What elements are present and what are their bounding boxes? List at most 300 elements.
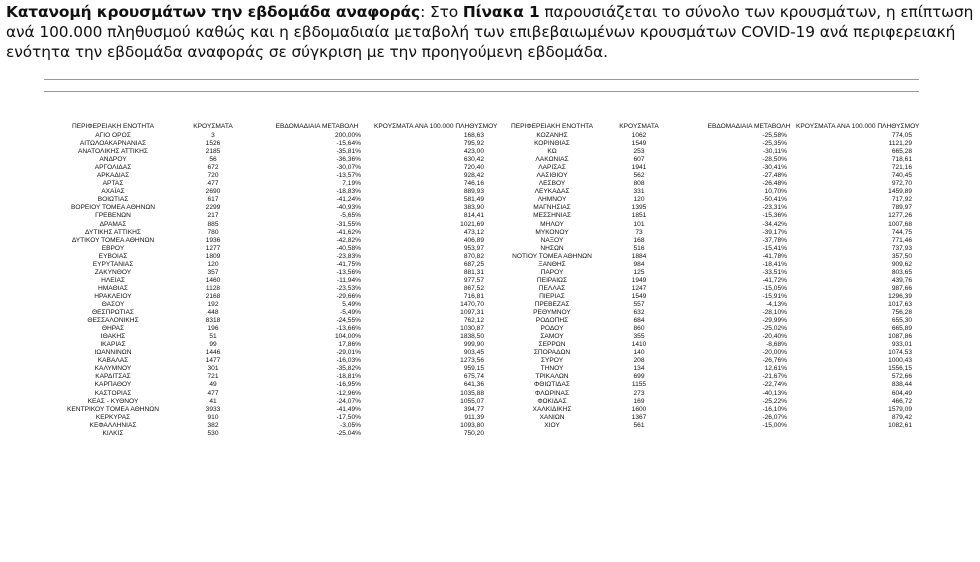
left-cell-unit: ΑΡΚΑΔΙΑΣ [96, 172, 130, 180]
right-cell-per100k: 665,89 [891, 325, 912, 333]
right-cell-per100k: 665,28 [891, 148, 912, 156]
right-cell-change: -21,67% [762, 373, 787, 381]
left-cell-cases: 910 [207, 413, 219, 421]
right-cell-cases: 1155 [631, 381, 647, 389]
table-row [44, 140, 919, 148]
right-header-change: ΕΒΔΟΜΑΔΙΑΙΑ ΜΕΤΑΒΟΛΗ [707, 123, 791, 130]
right-cell-per100k: 756,28 [891, 309, 912, 317]
table-row [44, 196, 919, 204]
right-cell-change: -41,78% [762, 252, 787, 260]
left-header-cases: ΚΡΟΥΣΜΑΤΑ [193, 123, 233, 130]
left-cell-cases: 41 [209, 397, 217, 405]
top-divider [44, 79, 919, 80]
right-cell-unit: ΣΠΟΡΑΔΩΝ [533, 349, 571, 357]
left-cell-unit: ΔΥΤΙΚΟΥ ΤΟΜΕΑ ΑΘΗΝΩΝ [71, 236, 155, 244]
right-cell-unit: ΦΩΚΙΔΑΣ [537, 397, 567, 405]
right-cell-unit: ΠΡΕΒΕΖΑΣ [534, 300, 570, 308]
left-cell-per100k: 168,63 [463, 132, 484, 139]
right-cell-change: -25,02% [762, 325, 787, 333]
left-cell-per100k: 675,74 [463, 373, 484, 381]
left-cell-change: -29,01% [336, 349, 361, 357]
right-cell-unit: ΡΕΘΥΜΝΟΥ [533, 309, 571, 317]
left-cell-cases: 1277 [205, 244, 221, 252]
left-cell-cases: 56 [209, 156, 217, 164]
left-cell-unit: ΑΡΤΑΣ [102, 180, 124, 188]
left-cell-unit: ΙΩΑΝΝΙΝΩΝ [94, 349, 132, 357]
right-cell-change: -37,78% [762, 236, 787, 244]
right-cell-change: -41,72% [762, 276, 787, 284]
right-header-per100k: ΚΡΟΥΣΜΑΤΑ ΑΝΑ 100.000 ΠΛΗΘΥΣΜΟΥ [796, 123, 920, 130]
table-row [44, 390, 919, 398]
left-cell-cases: 1460 [205, 276, 221, 284]
left-cell-unit: ΚΕΑΣ - ΚΥΘΝΟΥ [87, 397, 139, 405]
right-cell-change: -34,42% [762, 220, 787, 228]
right-cell-cases: 355 [633, 333, 645, 341]
left-cell-cases: 885 [207, 220, 219, 228]
right-cell-unit: ΠΕΙΡΑΙΩΣ [536, 276, 568, 284]
left-cell-change: -17,50% [336, 413, 361, 421]
right-cell-unit: ΣΥΡΟΥ [540, 357, 564, 365]
table-row [44, 414, 919, 422]
left-cell-unit: ΗΜΑΘΙΑΣ [98, 284, 128, 292]
left-cell-cases: 672 [207, 164, 219, 172]
table-row [44, 172, 919, 180]
left-cell-unit: ΒΟΡΕΙΟΥ ΤΟΜΕΑ ΑΘΗΝΩΝ [70, 204, 156, 212]
right-cell-cases: 1600 [631, 405, 647, 413]
cases-table [44, 123, 919, 438]
table-row [44, 422, 919, 430]
left-cell-cases: 1128 [205, 284, 221, 292]
left-cell-unit: ΚΑΛΥΜΝΟΥ [94, 365, 132, 373]
left-cell-per100k: 1470,70 [460, 300, 484, 308]
left-cell-cases: 382 [207, 421, 219, 429]
right-cell-change: -20,40% [762, 333, 787, 341]
left-cell-per100k: 473,12 [463, 228, 484, 236]
left-cell-unit: ΘΗΡΑΣ [101, 325, 125, 333]
left-cell-per100k: 889,93 [463, 188, 484, 196]
left-cell-change: -23,53% [336, 284, 361, 292]
right-cell-change: -18,41% [762, 260, 787, 268]
right-cell-change: -25,58% [762, 132, 787, 139]
right-cell-change: -28,50% [762, 156, 787, 164]
right-cell-per100k: 838,44 [891, 381, 912, 389]
left-cell-change: 5,49% [342, 300, 361, 308]
left-cell-per100k: 903,45 [463, 349, 484, 357]
left-cell-cases: 120 [207, 260, 219, 268]
left-cell-per100k: 795,92 [463, 140, 484, 148]
right-cell-change: -23,31% [762, 204, 787, 212]
left-cell-cases: 2690 [205, 188, 221, 196]
left-cell-unit: ΚΕΦΑΛΛΗΝΙΑΣ [89, 421, 137, 429]
table-row [44, 204, 919, 212]
right-cell-cases: 699 [633, 373, 645, 381]
right-cell-unit: ΠΙΕΡΙΑΣ [539, 292, 565, 300]
right-cell-unit: ΛΕΥΚΑΔΑΣ [534, 188, 570, 196]
left-cell-unit: ΙΘΑΚΗΣ [100, 333, 126, 341]
right-cell-cases: 1549 [631, 292, 647, 300]
left-cell-change: -42,82% [336, 236, 361, 244]
left-cell-cases: 2299 [205, 204, 221, 212]
right-cell-change: -4,13% [766, 300, 787, 308]
left-cell-unit: ΚΕΡΚΥΡΑΣ [95, 413, 131, 421]
left-cell-cases: 1446 [205, 349, 221, 357]
table-row [44, 221, 919, 229]
right-cell-cases: 557 [633, 300, 645, 308]
left-cell-unit: ΑΝΔΡΟΥ [99, 156, 127, 164]
right-cell-cases: 1851 [631, 212, 647, 220]
left-cell-cases: 530 [207, 429, 219, 437]
intro-table-ref: Πίνακα 1 [462, 3, 540, 21]
right-cell-cases: 632 [633, 309, 645, 317]
left-cell-change: -13,57% [336, 172, 361, 180]
table-row [44, 373, 919, 381]
left-cell-unit: ΚΑΣΤΟΡΙΑΣ [94, 389, 132, 397]
left-cell-cases: 3933 [205, 405, 221, 413]
right-cell-cases: 1247 [631, 284, 647, 292]
right-cell-per100k: 744,75 [891, 228, 912, 236]
right-cell-change: 12,61% [764, 365, 787, 373]
table-row [44, 333, 919, 341]
left-cell-unit: ΗΛΕΙΑΣ [101, 276, 125, 284]
right-cell-per100k: 655,30 [891, 317, 912, 325]
table-header-row [44, 123, 919, 132]
table-row [44, 132, 919, 140]
left-cell-change: -18,83% [336, 188, 361, 196]
right-cell-unit: ΤΡΙΚΑΛΩΝ [535, 373, 569, 381]
right-cell-per100k: 1296,39 [888, 292, 912, 300]
right-cell-cases: 516 [633, 244, 645, 252]
left-cell-change: -25,04% [336, 429, 361, 437]
left-cell-change: -35,81% [336, 148, 361, 156]
right-cell-change: -8,68% [766, 341, 787, 349]
left-cell-cases: 8318 [205, 317, 221, 325]
right-cell-unit: ΝΗΣΩΝ [540, 244, 564, 252]
left-cell-unit: ΚΕΝΤΡΙΚΟΥ ΤΟΜΕΑ ΑΘΗΝΩΝ [67, 405, 159, 413]
right-cell-cases: 607 [633, 156, 645, 164]
left-cell-change: -23,83% [336, 252, 361, 260]
left-cell-per100k: 953,97 [463, 244, 484, 252]
right-cell-cases: 1941 [631, 164, 647, 172]
left-cell-per100k: 1055,07 [460, 397, 484, 405]
right-cell-change: -20,00% [762, 349, 787, 357]
table-body [44, 132, 919, 438]
left-cell-per100k: 630,42 [463, 156, 484, 164]
right-cell-per100k: 909,62 [891, 260, 912, 268]
right-cell-per100k: 1074,53 [888, 349, 912, 357]
left-cell-cases: 1526 [205, 140, 221, 148]
left-cell-unit: ΖΑΚΥΝΘΟΥ [94, 268, 132, 276]
right-cell-unit: ΛΑΣΙΘΙΟΥ [536, 172, 568, 180]
left-cell-per100k: 746,16 [463, 180, 484, 188]
right-cell-per100k: 771,46 [891, 236, 912, 244]
table-row [44, 430, 919, 438]
table-row [44, 253, 919, 261]
left-cell-cases: 99 [209, 341, 217, 349]
right-cell-change: -16,10% [762, 405, 787, 413]
table-row [44, 245, 919, 253]
left-cell-per100k: 394,77 [463, 405, 484, 413]
right-cell-per100k: 1000,43 [888, 357, 912, 365]
right-cell-cases: 120 [633, 196, 645, 204]
left-cell-unit: ΔΥΤΙΚΗΣ ΑΤΤΙΚΗΣ [85, 228, 141, 236]
left-cell-per100k: 911,39 [464, 413, 484, 421]
table-row [44, 212, 919, 220]
left-cell-change: -29,66% [336, 292, 361, 300]
right-cell-change: -15,00% [762, 421, 787, 429]
table-row [44, 229, 919, 237]
right-cell-per100k: 789,97 [891, 204, 912, 212]
right-cell-unit: ΜΥΚΟΝΟΥ [535, 228, 569, 236]
left-cell-cases: 3 [211, 132, 215, 139]
left-cell-change: -40,58% [336, 244, 361, 252]
left-cell-cases: 1936 [205, 236, 221, 244]
left-cell-change: 200,00% [334, 132, 361, 139]
left-cell-per100k: 959,15 [463, 365, 484, 373]
table-row [44, 156, 919, 164]
left-cell-change: -40,93% [336, 204, 361, 212]
left-cell-cases: 217 [207, 212, 219, 220]
right-cell-per100k: 572,66 [891, 373, 912, 381]
left-cell-per100k: 581,49 [463, 196, 484, 204]
right-cell-per100k: 1277,26 [888, 212, 912, 220]
table-row [44, 317, 919, 325]
right-cell-per100k: 803,65 [891, 268, 912, 276]
left-cell-unit: ΚΙΛΚΙΣ [102, 429, 124, 437]
left-cell-change: -41,62% [336, 228, 361, 236]
left-cell-per100k: 406,89 [463, 236, 484, 244]
left-cell-change: -41,24% [336, 196, 361, 204]
table-row [44, 341, 919, 349]
left-cell-unit: ΘΑΣΟΥ [101, 300, 125, 308]
right-cell-per100k: 604,49 [891, 389, 912, 397]
right-cell-change: -40,13% [762, 389, 787, 397]
right-cell-unit: ΝΟΤΙΟΥ ΤΟΜΕΑ ΑΘΗΝΩΝ [512, 252, 592, 260]
right-cell-change: -15,91% [762, 292, 787, 300]
left-cell-per100k: 1021,69 [460, 220, 484, 228]
right-cell-unit: ΧΑΛΚΙΔΙΚΗΣ [532, 405, 572, 413]
right-cell-cases: 101 [633, 220, 645, 228]
left-cell-unit: ΘΕΣΠΡΩΤΙΑΣ [91, 309, 135, 317]
left-cell-cases: 477 [207, 389, 219, 397]
left-cell-unit: ΓΡΕΒΕΝΩΝ [95, 212, 131, 220]
left-cell-per100k: 928,42 [463, 172, 484, 180]
right-cell-unit: ΛΕΣΒΟΥ [538, 180, 566, 188]
right-cell-per100k: 933,01 [891, 341, 912, 349]
right-cell-per100k: 987,66 [891, 284, 912, 292]
left-cell-cases: 192 [207, 300, 219, 308]
left-cell-change: -35,82% [336, 365, 361, 373]
right-cell-change: -26,07% [762, 413, 787, 421]
left-cell-cases: 721 [207, 373, 219, 381]
right-cell-per100k: 439,76 [891, 276, 912, 284]
right-cell-change: -25,22% [762, 397, 787, 405]
right-cell-change: -39,17% [762, 228, 787, 236]
left-cell-per100k: 870,82 [463, 252, 484, 260]
left-cell-cases: 357 [207, 268, 219, 276]
left-cell-unit: ΕΥΡΥΤΑΝΙΑΣ [92, 260, 134, 268]
left-cell-change: -31,55% [336, 220, 361, 228]
right-cell-cases: 860 [633, 325, 645, 333]
left-cell-per100k: 1838,50 [460, 333, 484, 341]
left-cell-change: 17,86% [338, 341, 361, 349]
right-cell-cases: 1549 [631, 140, 647, 148]
right-cell-change: -50,41% [762, 196, 787, 204]
right-cell-per100k: 357,50 [891, 252, 912, 260]
right-cell-per100k: 1556,15 [888, 365, 912, 373]
left-cell-change: -11,94% [336, 276, 361, 284]
right-cell-per100k: 717,92 [891, 196, 912, 204]
right-cell-unit: ΚΩ [547, 148, 557, 156]
right-cell-unit: ΚΟΡΙΝΘΙΑΣ [534, 140, 570, 148]
table-row [44, 325, 919, 333]
left-cell-per100k: 814,41 [463, 212, 484, 220]
right-cell-unit: ΞΑΝΘΗΣ [538, 260, 566, 268]
left-cell-change: -5,65% [340, 212, 361, 220]
left-cell-change: -12,96% [336, 389, 361, 397]
left-header-unit: ΠΕΡΙΦΕΡΕΙΑΚΗ ΕΝΟΤΗΤΑ [71, 123, 155, 130]
second-divider [44, 91, 919, 92]
left-cell-unit: ΑΝΑΤΟΛΙΚΗΣ ΑΤΤΙΚΗΣ [78, 148, 148, 156]
left-cell-unit: ΗΡΑΚΛΕΙΟΥ [94, 292, 132, 300]
right-cell-unit: ΝΑΞΟΥ [540, 236, 564, 244]
right-cell-per100k: 718,61 [891, 156, 912, 164]
left-cell-cases: 196 [207, 325, 219, 333]
left-cell-unit: ΕΒΡΟΥ [101, 244, 125, 252]
right-cell-cases: 168 [633, 236, 645, 244]
left-cell-per100k: 1097,31 [460, 309, 484, 317]
right-cell-per100k: 774,05 [891, 132, 912, 139]
right-cell-unit: ΠΕΛΛΑΣ [538, 284, 566, 292]
right-cell-per100k: 1579,09 [888, 405, 912, 413]
left-cell-cases: 1477 [205, 357, 221, 365]
right-cell-cases: 562 [633, 172, 645, 180]
left-cell-change: -18,81% [336, 373, 361, 381]
right-cell-unit: ΦΛΩΡΙΝΑΣ [534, 389, 570, 397]
left-cell-per100k: 867,52 [463, 284, 484, 292]
table-row [44, 148, 919, 156]
left-cell-change: -30,07% [336, 164, 361, 172]
left-cell-per100k: 750,20 [463, 429, 484, 437]
right-cell-cases: 134 [633, 365, 645, 373]
left-cell-change: -13,66% [336, 325, 361, 333]
right-cell-per100k: 1007,68 [888, 220, 912, 228]
left-cell-per100k: 383,90 [463, 204, 484, 212]
left-cell-unit: ΘΕΣΣΑΛΟΝΙΚΗΣ [87, 317, 139, 325]
left-cell-per100k: 641,36 [463, 381, 484, 389]
right-cell-change: -33,51% [762, 268, 787, 276]
left-cell-cases: 2168 [205, 292, 221, 300]
table-row [44, 365, 919, 373]
left-cell-per100k: 762,12 [463, 317, 484, 325]
left-cell-unit: ΙΚΑΡΙΑΣ [100, 341, 126, 349]
left-cell-cases: 448 [207, 309, 219, 317]
right-cell-change: -22,74% [762, 381, 787, 389]
table-row [44, 398, 919, 406]
right-cell-unit: ΡΟΔΟΠΗΣ [535, 317, 569, 325]
left-cell-per100k: 1030,87 [460, 325, 484, 333]
right-cell-cases: 808 [633, 180, 645, 188]
right-cell-change: -15,41% [762, 244, 787, 252]
left-cell-cases: 301 [207, 365, 219, 373]
right-cell-cases: 253 [633, 148, 645, 156]
left-header-change: ΕΒΔΟΜΑΔΙΑΙΑ ΜΕΤΑΒΟΛΗ [275, 123, 359, 130]
left-cell-cases: 2185 [205, 148, 221, 156]
right-cell-cases: 1395 [631, 204, 647, 212]
right-cell-cases: 561 [633, 421, 645, 429]
right-cell-change: -29,99% [762, 317, 787, 325]
left-cell-per100k: 881,31 [463, 268, 484, 276]
intro-colon: : [420, 3, 426, 21]
right-cell-per100k: 879,42 [891, 413, 912, 421]
table-row [44, 349, 919, 357]
right-cell-per100k: 721,16 [891, 164, 912, 172]
right-cell-unit: ΛΗΜΝΟΥ [537, 196, 567, 204]
left-cell-change: 104,00% [334, 333, 361, 341]
left-cell-change: -15,64% [336, 140, 361, 148]
left-cell-per100k: 1035,88 [460, 389, 484, 397]
table-row [44, 406, 919, 414]
right-cell-per100k: 737,93 [891, 244, 912, 252]
left-cell-unit: ΑΓΙΟ ΟΡΟΣ [95, 132, 131, 139]
right-cell-per100k: 1087,86 [888, 333, 912, 341]
left-cell-cases: 477 [207, 180, 219, 188]
right-cell-unit: ΚΟΖΑΝΗΣ [536, 132, 568, 139]
right-header-cases: ΚΡΟΥΣΜΑΤΑ [619, 123, 659, 130]
left-cell-change: -41,49% [336, 405, 361, 413]
right-cell-cases: 684 [633, 317, 645, 325]
left-cell-unit: ΔΡΑΜΑΣ [99, 220, 127, 228]
right-cell-unit: ΤΗΝΟΥ [540, 365, 564, 373]
right-cell-per100k: 740,45 [891, 172, 912, 180]
left-cell-cases: 49 [209, 381, 217, 389]
left-cell-cases: 780 [207, 228, 219, 236]
left-cell-cases: 51 [209, 333, 217, 341]
right-cell-change: -25,35% [762, 140, 787, 148]
intro-text-after-ref: παρουσιάζεται το σύνολο των κρουσμάτων, η επίπτωση ανά 100.000 πληθυσμού καθώς και η εβδομαδιαία μεταβολή των επιβεβαιωμένων κρουσμάτων COVID-19 ανά περιφερειακή ενότητα την εβδομάδα αναφοράς σε σύγκριση με την προηγούμενη εβδομάδα. [6, 3, 974, 61]
left-cell-change: -5,49% [340, 309, 361, 317]
right-cell-cases: 169 [633, 397, 645, 405]
right-cell-change: -28,10% [762, 309, 787, 317]
right-cell-per100k: 1017,63 [888, 300, 912, 308]
left-cell-change: -16,95% [336, 381, 361, 389]
left-cell-unit: ΕΥΒΟΙΑΣ [98, 252, 128, 260]
left-cell-unit: ΚΑΡΠΑΘΟΥ [94, 381, 132, 389]
table-row [44, 188, 919, 196]
left-cell-unit: ΑΧΑΪΑΣ [101, 188, 125, 196]
right-cell-cases: 73 [635, 228, 643, 236]
left-cell-unit: ΚΑΡΔΙΤΣΑΣ [95, 373, 131, 381]
right-cell-cases: 1884 [631, 252, 647, 260]
left-cell-per100k: 977,57 [463, 276, 484, 284]
table-row [44, 164, 919, 172]
left-header-per100k: ΚΡΟΥΣΜΑΤΑ ΑΝΑ 100.000 ΠΛΗΘΥΣΜΟΥ [374, 123, 498, 130]
right-cell-change: -15,05% [762, 284, 787, 292]
right-cell-cases: 1949 [631, 276, 647, 284]
table-row [44, 237, 919, 245]
right-cell-cases: 331 [633, 188, 645, 196]
right-cell-cases: 208 [633, 357, 645, 365]
right-cell-unit: ΜΑΓΝΗΣΙΑΣ [533, 204, 571, 212]
table-row [44, 293, 919, 301]
left-cell-unit: ΑΙΤΩΛΟΑΚΑΡΝΑΝΙΑΣ [79, 140, 147, 148]
intro-paragraph [6, 2, 974, 62]
right-cell-per100k: 466,72 [891, 397, 912, 405]
right-cell-cases: 984 [633, 260, 645, 268]
table-row [44, 277, 919, 285]
right-cell-unit: ΜΗΛΟΥ [540, 220, 564, 228]
intro-text-before-ref: Στο [425, 3, 463, 21]
left-cell-cases: 1809 [205, 252, 221, 260]
